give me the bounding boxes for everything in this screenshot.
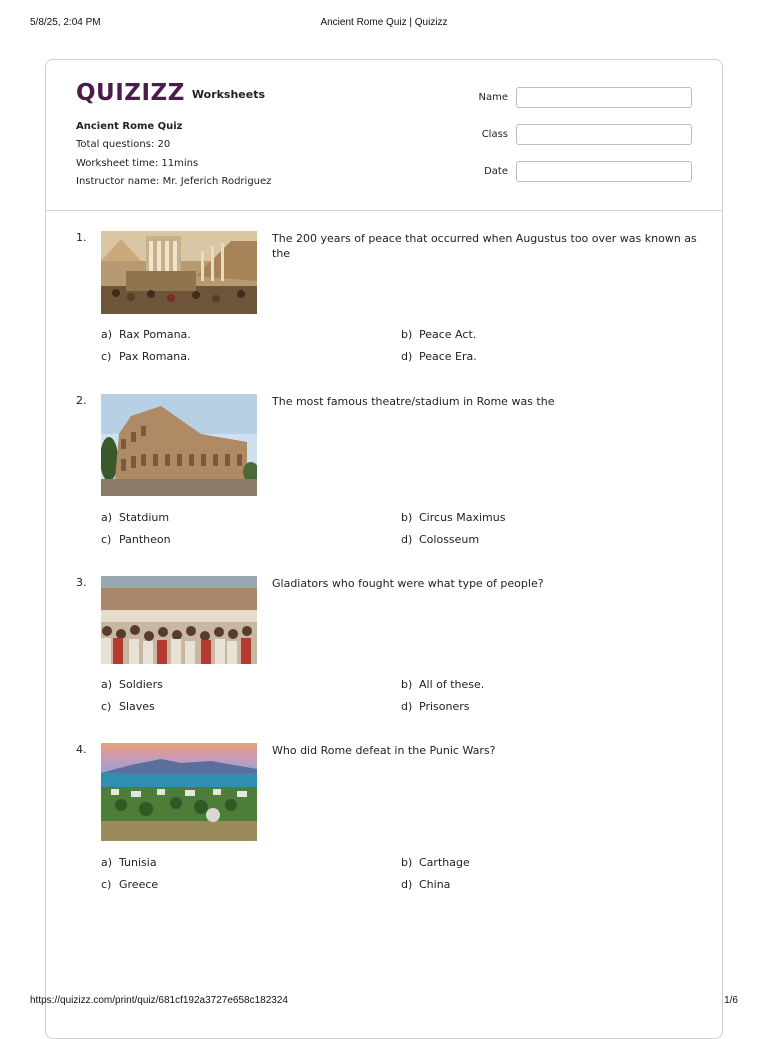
class-input[interactable] bbox=[516, 124, 692, 145]
name-label: Name bbox=[478, 92, 508, 103]
option-a[interactable]: a) Tunisia bbox=[101, 856, 157, 869]
question-number: 1. bbox=[76, 231, 87, 244]
option-c[interactable]: c) Pax Romana. bbox=[101, 350, 191, 363]
option-a[interactable]: a) Statdium bbox=[101, 511, 170, 524]
option-b[interactable]: b) Peace Act. bbox=[401, 328, 477, 341]
worksheet-meta bbox=[76, 118, 271, 191]
print-url: https://quizizz.com/print/quiz/681cf192a3727e658c182324 bbox=[30, 995, 288, 1006]
name-input[interactable] bbox=[516, 87, 692, 108]
worksheet-header bbox=[46, 60, 722, 211]
worksheet-time: Worksheet time: 11mins bbox=[76, 157, 199, 169]
page-number: 1/6 bbox=[724, 995, 738, 1006]
worksheet bbox=[45, 59, 723, 1039]
brand bbox=[76, 80, 265, 106]
question-text: The most famous theatre/stadium in Rome was the bbox=[272, 395, 555, 408]
date-field-row bbox=[468, 161, 692, 182]
option-a[interactable]: a) Rax Pomana. bbox=[101, 328, 191, 341]
date-label: Date bbox=[484, 166, 508, 177]
option-c[interactable]: c) Pantheon bbox=[101, 533, 171, 546]
print-datetime: 5/8/25, 2:04 PM bbox=[30, 17, 101, 28]
question-number: 4. bbox=[76, 743, 87, 756]
roman-procession-image bbox=[101, 231, 257, 314]
question-text: Gladiators who fought were what type of people? bbox=[272, 577, 544, 590]
date-input[interactable] bbox=[516, 161, 692, 182]
total-questions: Total questions: 20 bbox=[76, 139, 171, 151]
tunisia-landscape-image bbox=[101, 743, 257, 841]
class-field-row bbox=[468, 124, 692, 145]
question-number: 2. bbox=[76, 394, 87, 407]
option-a[interactable]: a) Soldiers bbox=[101, 678, 163, 691]
option-b[interactable]: b) Carthage bbox=[401, 856, 470, 869]
quizizz-logo: QUIZIZZ bbox=[76, 80, 185, 106]
option-d[interactable]: d) Prisoners bbox=[401, 700, 470, 713]
option-c[interactable]: c) Greece bbox=[101, 878, 159, 891]
class-label: Class bbox=[481, 129, 508, 140]
option-d[interactable]: d) China bbox=[401, 878, 451, 891]
option-d[interactable]: d) Peace Era. bbox=[401, 350, 477, 363]
instructor-name: Instructor name: Mr. Jeferich Rodriguez bbox=[76, 175, 272, 187]
question-text: The 200 years of peace that occurred when Augustus too over was known as the bbox=[272, 232, 697, 260]
gladiator-crowd-image bbox=[101, 576, 257, 664]
question-number: 3. bbox=[76, 576, 87, 589]
option-c[interactable]: c) Slaves bbox=[101, 700, 155, 713]
print-title: Ancient Rome Quiz | Quizizz bbox=[320, 17, 448, 28]
option-b[interactable]: b) All of these. bbox=[401, 678, 485, 691]
question-text: Who did Rome defeat in the Punic Wars? bbox=[272, 744, 496, 757]
option-d[interactable]: d) Colosseum bbox=[401, 533, 480, 546]
name-field-row bbox=[468, 87, 692, 108]
option-b[interactable]: b) Circus Maximus bbox=[401, 511, 506, 524]
brand-subtitle: Worksheets bbox=[191, 87, 266, 101]
quiz-title: Ancient Rome Quiz bbox=[76, 121, 183, 132]
colosseum-image bbox=[101, 394, 257, 496]
